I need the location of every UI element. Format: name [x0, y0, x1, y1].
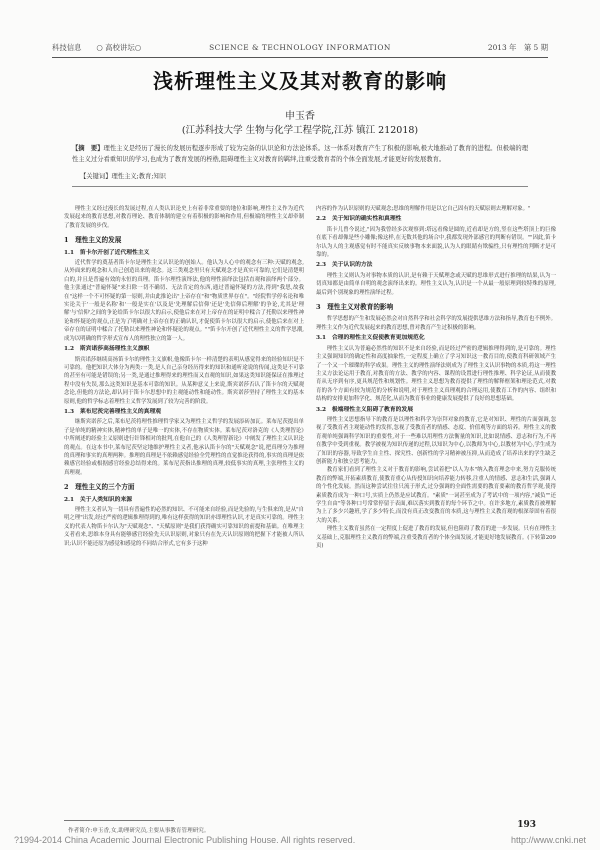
- cnki-link[interactable]: http://www.cnki.net: [510, 835, 586, 845]
- subsection-heading: 3.1 合理的理性主义促使教育更加规范化: [316, 335, 425, 342]
- body-paragraph: 近代哲学的奠基者笛卡尔是理性主义认识论的创始人。他认为人心中的观念有三种:天赋的观念,从外面来的观念和人自己创造出来的观念。这三类观念里只有天赋观念才是真实可靠的,它们是清楚明白的,并且是普遍有效的永恒的真理。笛卡尔理性演绎法,他的理性演绎法包括直观和演绎两个部分。他主张通过"普遍怀疑"来扫除一切不确切、无法肯定的东西,通过普遍怀疑的方法,得到"我思,故我在"这样一个不可怀疑的第一原则,并由此推论出"上帝存在"和"物质世界存在"。"经院哲学停名论和唯实论关于'一般是名称'和'一般是实在'以及是'先理解后信仰'还是'先信仰后理解'的争论,尤其是'理解'与'信仰'之间的争论给笛卡尔以很大的启示,使他后来在对上帝存在的证明中糅合了托勒以来理性神论和怀疑论的观点,正是为了明确对上帝存在的正确认识,才促使笛卡尔以很大的启示,使他后来在对上帝存在的证明中糅合了托勒以来理性神论和怀疑论的观点。""笛卡尔开创了近代理性主义的哲学思潮,成为以明确的哲学形式宣布人的理性独立的第一人。: [64, 260, 304, 342]
- right-column: [316, 205, 556, 550]
- subsection-heading: 2.3 关于认识的方法: [316, 262, 373, 269]
- article-title: 浅析理性主义及其对教育的影响: [153, 69, 447, 93]
- body-paragraph: 哲学思想的产生和发展必然会对自然科学和社会科学的发展提供思维方法和指导,教育也不例外。理性主义作为近代发展起来的教育思想,曾对教育产生过积极的影响。: [316, 316, 556, 331]
- page-number: 193: [517, 820, 536, 830]
- issue-info: 2013 年 第 5 期: [487, 42, 548, 52]
- keywords-text: 理性主义;教育;知识: [111, 173, 167, 180]
- subsection-heading: 1.3 莱布尼茨完善理性主义的真理观: [64, 408, 162, 415]
- body-paragraph: 教育家们看到了理性主义对于教育的影响,尝试着把"以人为本"纳入教育理念中来,努力克服传统教育的弊端,开拓素质教育,使教育重心从传授知识向培养能力转移,注重人的情感、意志和生活,强调人的个性化发展。然而这种尝试往往只流于形式,过分强调的全面性需要的教育要素的教育哲学观,使得素质教育成为一种口号,实质上仍然是应试教育。"素质"一词甚至成为了考试中的一项内容,"减负""还学生自由"等各种口号常常停留于表面,难以落实到教育的每个环节之中。在许多地方,素质教育被理解为上了多少兴趣班,学了多少特长,而没有真正改变教育的本质,这与理性主义教育观的根深蒂固有着很大的关系。: [316, 467, 556, 524]
- keywords-label: 【关键词】: [80, 173, 112, 180]
- section-heading: 2 理性主义的三个方面: [64, 483, 135, 492]
- journal-name: 科技信息 ○ 高校讲坛○: [52, 42, 142, 52]
- author-footnote: 作者简介:申玉香,女,助理研究员,主要从事教育管理研究。: [68, 828, 210, 834]
- running-head: [52, 40, 548, 54]
- intro-paragraph: 理性主义经过漫长的发展过程,在人类认识论史上有着非常重要的地位和影响,理性主义作为近代发展起来的教育思想,对教育理论、教育体制的建立有着积极的影响和作用,但极端的理性主义却牵制了教育发展的步伐。: [64, 206, 304, 229]
- abstract-label: 【摘 要】: [72, 145, 104, 152]
- author-name: 申玉香: [285, 111, 315, 122]
- subsection-heading: 3.2 极端理性主义阻碍了教育的发展: [316, 406, 414, 413]
- subsection-heading: 2.1 关于人类知识的来源: [64, 496, 133, 503]
- journal-english-name: SCIENCE & TECHNOLOGY INFORMATION: [209, 42, 391, 52]
- copyright-bar: [14, 835, 586, 845]
- body-paragraph: 理性主义教育虽然在一定程度上促进了教育的发展,但也阻碍了教育的进一步发展。只有在理性主义基础上,克服理性主义教育的弊端,注重受教育者的个体全面发展,才能更好地发展教育。(下转第209页): [316, 526, 556, 550]
- author-affiliation: (江苏科技大学 生物与化学工程学院,江苏 镇江 212018): [181, 125, 419, 136]
- body-paragraph: 理性主义思想指导下的教育是以理性和科学为崇拜对象的教育,它是对知识、理性的片面强调,忽视了受教育者主观能动性的发挥,忽视了受教育者的情感、态度、价值观等方面的培养。理性主义的教育观单纯强调科学知识的重要性,对于一些难以用理性方法衡量的知识,比如说情感、意志和行为,不再在教学中受到重视。教学被视为知识传递的过程,以知识为中心,以教师为中心,以教材为中心,学生成为了知识的容器,导致学生自主性、探究性、创新性的学习精神被压抑,从而造成了培养出来的学生缺乏创新能力和独立思考能力。: [316, 416, 556, 465]
- copyright-notice: ?1994-2014 China Academic Journal Electronic Publishing House. All rights reserved.: [14, 835, 356, 845]
- footnote-rule: [64, 820, 174, 821]
- body-paragraph: 理性主义者认为一切具有普遍性的必然的知识、不可能来自经验,而是先验的,与生俱来的,是从"自明之理"出发,经过严密的逻辑推理得到的,唯有这样获得的知识亦即理性认识,才是真实可靠的。理性主义的代表人物笛卡尔认为"天赋观念"、"天赋原则"是我们获得确实可靠知识的前提和基础。在唯理主义者看来,思维本身具有能够感官经验先天认识原则,对象只有在先天认识原则的把握下才能被人所认识;认识不能还原为感觉和感觉的不同结合形式,它有多于这种: [64, 507, 304, 547]
- subsection-heading: 1.1 笛卡尔开创了近代理性主义: [64, 249, 150, 256]
- header-rule: [52, 57, 548, 58]
- section-heading: 3 理性主义对教育的影响: [316, 303, 394, 312]
- keywords: [80, 172, 528, 182]
- abstract-rule: [72, 186, 528, 187]
- abstract: [72, 144, 528, 165]
- body-paragraph: 继斯宾诺莎之后,莱布尼茨将理性推理哲学家又为理性主义哲学的发展添砖加瓦。莱布尼茨提出单子是单纯的精神实体,精神性的单子是唯一的实体,不存在物质实体。莱布尼茨对洛克的《人类理智论》中所阐述的经验主义原则进行针锋相对的批判,在他自己的《人类理智新论》中阐发了理性主义认识论的观点。在这本书中,莱布尼茨坚定地维护理性主义者,他承认笛卡尔的"天赋观念"说,把真理分为推理的真理和事实的真理两种。推理的真理是不依赖感觉经验全凭理性的直觉推论获得的,事实的真理是依赖感官经验或根据感官经验总结得来的。莱布尼茨指出推理的真理,较低事实的真理,主张理性主义的真理观。: [64, 419, 304, 476]
- subsection-heading: 1.2 斯宾诺莎高扬理性主义旗帜: [64, 346, 150, 353]
- body-paragraph: 斯宾诺莎继续高扬笛卡尔的理性主义旗帜,他像笛卡尔一样清楚的表明从感觉得来的经验知识是不可靠的。他把知识大体分为两类:一类,是人自己亲身经历得来的知识和通听途说的传闻,这类是不可靠的甚至有可能是错误的;另一类,是通过推理得来的理性而又直观的知识,如果这类知识能保证在推理过程中没有失误,那么这类知识是基本可靠的知识。从某种意义上来说,斯宾诺莎否认了笛卡尔的天赋观念论,但他的方法论,却认同于笛卡尔思想中的主观能动性和能动性。斯宾诺莎坚持了理性主义的基本原则,他的哲学标志着理性主义哲学发展到了较为完善的阶段。: [64, 356, 304, 405]
- body-paragraph: 理性主义认为普遍必然性的知识不是来自经验,而是经过严密的逻辑推理得到的,是可靠的。理性主义强调知识的确定性和高度抽象性,一定程度上确立了学习知识这一教育目的,使教育科研领域产生了一个又一个璀璨的科学成果。理性主义的理性演绎法则成为了理性主义认识事物的本质,将这一理性主义方法论运用于教育,对教育的方法、教学的内容、课程的设置进行理性推理、科学论证,从而使教育从无序到有序,更具规范性和规划性。理性主义思想为教育提供了理性的解释框架和理论范式,对教育的各个方面有较为规范的分析和说明,对于理性主义真理观的合理运用,使教育工作的内容、组织和结构的安排更加科学化、规范化,从而为教育事业的健康发展提供了良好的思想基础。: [316, 345, 556, 403]
- body-paragraph: 理性主义则认为对事物本质的认识,是有赖于天赋理念或天赋的思维形式进行推理的结果,认为一切真知都是由简单自明的观念演绎出来的。理性主义认为,认识是一个从最一般原理到较特殊的原理,最后到个别现象的理性演绎过程。: [316, 272, 556, 296]
- abstract-text: 理性主义是经历了漫长的发展历程逐步形成了较为完备的认识论和方法论体系。这一体系对教育产生了积极的影响,极大地推动了教育的进程。但极端的理性主义过分看重知识的学习,也成为了教育发展的桎梏,阻碍理性主义对教育的羁绊,注重受教育者的个体全面发展,才能更好的发展教育。: [72, 145, 528, 163]
- subsection-heading: 2.2 关于知识的确实性和真理性: [316, 216, 402, 223]
- body-paragraph: 笛卡儿曾今说过,"因为我曾经多次观察到:塔远看像是圆的,近看却是方的,竖在这些塔顶上的巨像在底下看却像是些小雕像;像这样,在无数其他的场合中,我都发现外部感官的判断有错误。""因此,笛卡尔认为人的主观感觉有时不能真实反映事物本来面貌,认为人的眼睛有欺骗性,只有理性的判断才是可靠的。: [316, 226, 556, 259]
- body-paragraph: 内容的作为认识原则的天赋观念;思维的理解作用是以它自己固有的天赋原则去理解对象。": [316, 206, 531, 212]
- left-column: [64, 205, 304, 548]
- section-heading: 1 理性主义的发展: [64, 236, 122, 245]
